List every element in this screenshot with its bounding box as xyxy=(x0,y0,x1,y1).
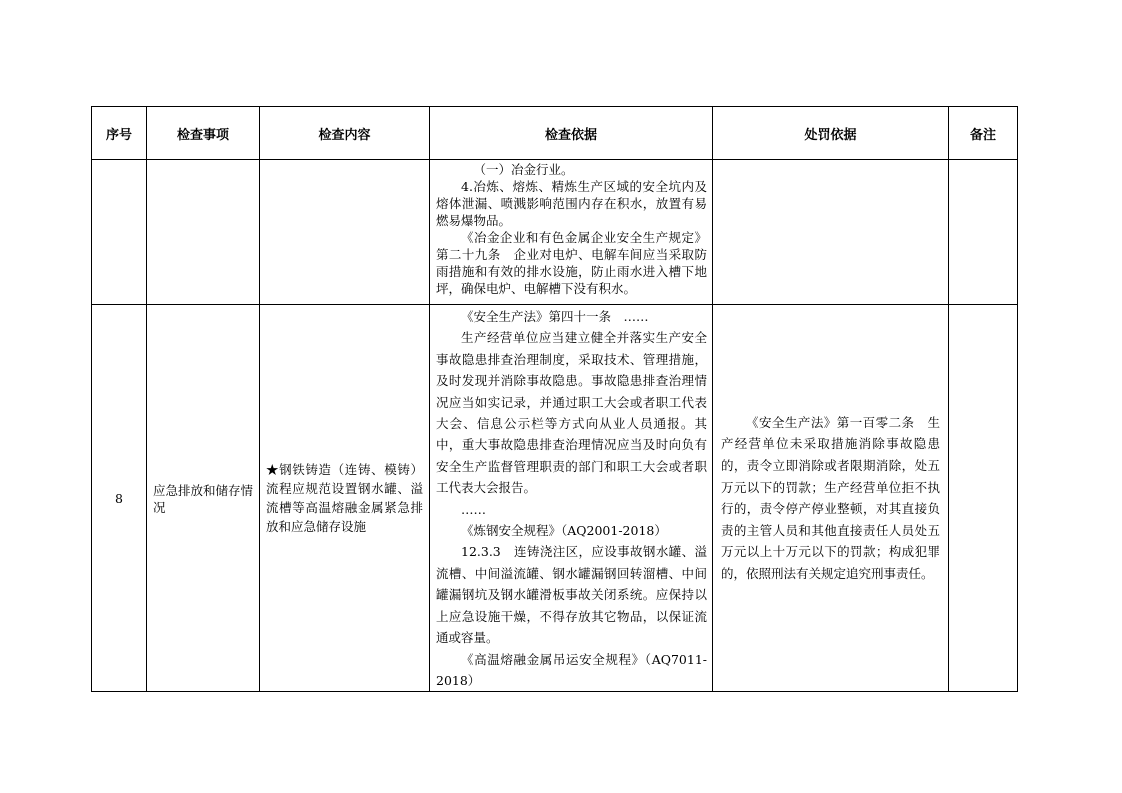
cell-seq-empty xyxy=(92,160,147,305)
cell-penalty xyxy=(713,305,949,692)
header-penalty: 处罚依据 xyxy=(713,107,949,160)
basis-line: 《安全生产法》第四十一条 …… xyxy=(461,309,649,324)
table-row-8 xyxy=(92,305,1018,692)
cell-remarks-empty xyxy=(949,160,1018,305)
inspection-table xyxy=(91,106,1018,692)
basis-line: 《高温熔融金属吊运安全规程》（AQ7011-2018） xyxy=(436,651,707,688)
penalty-text: 《安全生产法》第一百零二条 生产经营单位未采取措施消除事故隐患的，责令立即消除或者限期消除，处五万元以下的罚款；生产经营单位拒不执行的，责令停产停业整顿，对其直接负责的主管人员和其他直接责任人员处五万元以上十万元以下的罚款；构成犯罪的，依照刑法有关规定追究刑事责任。 xyxy=(721,414,940,581)
basis-line: 4.冶炼、熔炼、精炼生产区域的安全坑内及熔体泄漏、喷溅影响范围内存在积水，放置有易燃易爆物品。 xyxy=(436,179,707,228)
cell-basis-continuation xyxy=(430,160,713,305)
basis-line: 《冶金企业和有色金属企业安全生产规定》第二十九条 企业对电炉、电解车间应当采取防雨措施和有效的排水设施，防止雨水进入槽下地坪，确保电炉、电解槽下没有积水。 xyxy=(436,230,707,296)
basis-line: …… xyxy=(461,501,486,517)
basis-line: （一）冶金行业。 xyxy=(473,162,574,177)
cell-content-empty xyxy=(260,160,430,305)
header-seq: 序号 xyxy=(92,107,147,160)
header-item: 检查事项 xyxy=(147,107,260,160)
cell-penalty-empty xyxy=(713,160,949,305)
cell-basis xyxy=(430,305,713,692)
item-text: 应急排放和储存情况 xyxy=(153,482,254,515)
header-row xyxy=(92,107,1018,160)
content-text: ★钢铁铸造（连铸、模铸）流程应规范设置钢水罐、溢流槽等高温熔融金属紧急排放和应急储存设施 xyxy=(266,462,423,535)
cell-item xyxy=(147,305,260,692)
basis-line: 12.3.3 连铸浇注区，应设事故钢水罐、溢流槽、中间溢流罐、钢水罐漏钢回转溜槽、中间罐漏钢坑及钢水罐滑板事故关闭系统。应保持以上应急设施干燥，不得存放其它物品，以保证流通或容量。 xyxy=(436,544,707,646)
header-content: 检查内容 xyxy=(260,107,430,160)
table-row-continuation xyxy=(92,160,1018,305)
header-remarks: 备注 xyxy=(949,107,1018,160)
basis-line: 《炼钢安全规程》（AQ2001-2018） xyxy=(461,523,667,539)
basis-line: 生产经营单位应当建立健全并落实生产安全事故隐患排查治理制度，采取技术、管理措施，及时发现并消除事故隐患。事故隐患排查治理情况应当如实记录，并通过职工大会或者职工代表大会、信息公示栏等方式向从业人员通报。其中，重大事故隐患排查治理情况应当及时向负有安全生产监督管理职责的部门和职工大会或者职工代表大会报告。 xyxy=(436,330,707,496)
header-basis: 检查依据 xyxy=(430,107,713,160)
cell-item-empty xyxy=(147,160,260,305)
cell-seq: 8 xyxy=(92,305,147,692)
cell-remarks xyxy=(949,305,1018,692)
cell-content xyxy=(260,305,430,692)
